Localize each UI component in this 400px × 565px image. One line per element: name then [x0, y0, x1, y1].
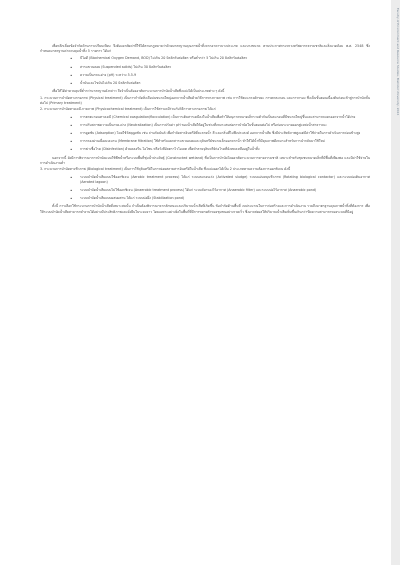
list-item: • สารแขวนลอย (Suspended solids) ไม่เกิน 30 มิลลิกรัมต่อลิตร: [70, 64, 172, 70]
bullet-icon: •: [70, 64, 73, 70]
bullet-icon: •: [70, 122, 73, 128]
list-item: • ความเป็นกรด-ด่าง (pH) ระหว่าง 5.5-9: [70, 72, 137, 78]
intro-paragraph: เพื่อหลีกเลี่ยงข้อจำกัดด้านการเปรียบเทียบ จึงต้องอาศัยค่าที่ใช้ได้ตามกฎหมายว่าด้วยมาตรฐานคุณภาพน้ำทิ้งจากอาคารบางประเภท และบางขนาด ตามประกาศกระทรวงทรัพยากรธรรมชาติและสิ่งแวดล้อม พ.ศ. 2548 ซึ่งกำหนดมาตรฐานค่าควบคุมน้ำทิ้ง 5 รายการ ได้แก่: [40, 44, 370, 54]
list-item: • ระบบบำบัดน้ำเสียแบบไม่ใช้ออกซิเจน (Anaerobic treatment process) ได้แก่ ระบบถังกรองไร้อากาศ (Anaerobic filter) และระบบบ่อไร้อากาศ (Anaerobic pond): [70, 188, 317, 194]
list-item: • การดูดซับ (Adsorption) โดยใช้วัสดุดูดซับ เช่น ถ่านกัมมันต์ เพื่อกำจัดสารอินทรีย์ที่ละลายน้ำ สี และกลิ่นที่ไม่พึงประสงค์ ออกจากน้ำเสีย ซึ่งมีประสิทธิภาพสูงแต่มีค่าใช้จ่ายในการดำเนินการค่อนข้างสูง: [70, 130, 361, 136]
list-item: • การฆ่าเชื้อโรค (Disinfection) ด้วยคลอรีน โอโซน หรือรังสีอัลตราไวโอเลต เพื่อทำลายจุลินทรีย์ก่อโรคที่ยังหลงเหลืออยู่ในน้ำทิ้ง: [70, 147, 260, 153]
bullet-icon: •: [70, 147, 73, 153]
list-item: • บีโอดี (Biochemical Oxygen Demand, BOD) ไม่เกิน 20 มิลลิกรัมต่อลิตร หรือต่ำกว่า 5 ไม่เกิน 20 มิลลิกรัมต่อลิตร: [70, 56, 248, 62]
bullet-icon: •: [70, 188, 73, 194]
document-body: [40, 44, 370, 216]
list-item: • น้ำมันและไขมันไม่เกิน 20 มิลลิกรัมต่อลิตร: [70, 81, 141, 87]
bullet-icon: •: [70, 114, 73, 120]
paragraph-4: ทั้งนี้ การเลือกใช้กระบวนการบำบัดน้ำเสียที่เหมาะสมนั้น จำเป็นต้องพิจารณาจากลักษณะและปริมาณน้ำเสียที่เกิดขึ้น ข้อจำกัดด้านพื้นที่ งบประมาณในการก่อสร้างและการดำเนินงาน รวมถึงมาตรฐานคุณภาพน้ำทิ้งที่ต้องการ เพื่อให้ระบบบำบัดน้ำเสียสามารถทำงานได้อย่างมีประสิทธิภาพและยั่งยืนในระยะยาว โดยเฉพาะอย่างยิ่งในพื้นที่ที่มีการขยายตัวของชุมชนอย่างรวดเร็ว ซึ่งอาจส่งผลให้ปริมาณน้ำเสียเพิ่มขึ้นเกินกว่าขีดความสามารถของระบบที่มีอยู่: [40, 204, 370, 214]
list-item: • การปรับสภาพความเป็นกรด-ด่าง (Neutralization) เป็นการปรับค่า pH ของน้ำเสียให้อยู่ในช่วงที่เหมาะสมต่อการบำบัดในขั้นตอนต่อไป หรือก่อนระบายออกสู่แหล่งน้ำสาธารณะ: [70, 122, 327, 128]
list-item: • การตกตะกอนทางเคมี (Chemical coagulation/flocculation) เป็นการเติมสารเคมีลงในน้ำเสียเพื่อทำให้อนุภาคขนาดเล็กรวมตัวกันเป็นตะกอนที่มีขนาดใหญ่ขึ้นและสามารถแยกออกจากน้ำได้ง่าย: [70, 114, 356, 120]
paragraph-2: เพื่อให้ได้ค่าควบคุมที่ต่ำกว่ามาตรฐานดังกล่าว จึงจำเป็นต้องอาศัยกระบวนการบำบัดน้ำเสียซึ่งแบ่งได้เป็นประเภทต่าง ๆ ดังนี้: [52, 89, 225, 94]
list-item: • การกรองผ่านเยื่อเมมเบรน (Membrane filtration) ใช้สำหรับแยกสารแขวนลอยและจุลินทรีย์ขนาดเล็กออกจากน้ำ ทำให้ได้น้ำที่มีคุณภาพดีเหมาะสำหรับการนำกลับมาใช้ใหม่: [70, 139, 325, 145]
list-item: • ระบบบำบัดน้ำเสียแบบใช้ออกซิเจน (Aerobic treatment process) ได้แก่ ระบบตะกอนเร่ง (Activated sludge) ระบบแผ่นหมุนชีวภาพ (Rotating biological contactor) และระบบบ่อเติมอากาศ (Aerated lagoon): [70, 174, 370, 184]
bullet-icon: •: [70, 174, 73, 180]
list-item: • ระบบบำบัดน้ำเสียแบบผสมผสาน ได้แก่ ระบบบ่อผึ่ง (Stabilization pond): [70, 196, 185, 202]
bullet-icon: •: [70, 56, 73, 62]
standards-list: [40, 56, 370, 86]
bullet-icon: •: [70, 139, 73, 145]
bullet-icon: •: [70, 72, 73, 78]
bullet-icon: •: [70, 196, 73, 202]
side-caption: Faculty of Environment and Resource Studies, Mahidol University, 2024: [396, 8, 400, 116]
physicochemical-list: [40, 115, 370, 153]
bullet-icon: •: [70, 81, 73, 87]
side-strip: [391, 0, 400, 565]
paragraph-3: นอกจากนี้ ยังมีการพิจารณาการบำบัดแบบใช้พืชน้ำหรือระบบพื้นที่ชุ่มน้ำประดิษฐ์ (Constructed wetland) ซึ่งเป็นการบำบัดโดยอาศัยกระบวนการทางธรรมชาติ เหมาะสำหรับชุมชนขนาดเล็กที่มีพื้นที่เพียงพอ และมีค่าใช้จ่ายในการดำเนินงานต่ำ: [40, 155, 370, 165]
biological-list: [40, 175, 370, 202]
section-item-2: 2. กระบวนการบำบัดทางเคมี-กายภาพ (Physicochemical treatment) เป็นการใช้สารเคมีร่วมกับวิธีการทางกายภาพ ได้แก่: [40, 107, 216, 112]
section-item-1: 1. กระบวนการบำบัดทางกายภาพ (Physical treatment) เป็นการกำจัดสิ่งเจือปนขนาดใหญ่ออกจากน้ำเสียด้วยวิธีการทางกายภาพ เช่น การใช้ตะแกรงดักขยะ การตกตะกอน และการกรอง ซึ่งเป็นขั้นตอนเบื้องต้นก่อนเข้าสู่การบำบัดขั้นต่อไป (Primary treatment): [40, 95, 370, 106]
bullet-icon: •: [70, 130, 73, 136]
section-item-3: 3. กระบวนการบำบัดทางชีวภาพ (Biological treatment) เป็นการใช้จุลินทรีย์ในการย่อยสลายสารอินทรีย์ในน้ำเสีย ซึ่งแบ่งออกได้เป็น 2 ประเภทตามความต้องการออกซิเจน ดังนี้: [40, 167, 291, 172]
